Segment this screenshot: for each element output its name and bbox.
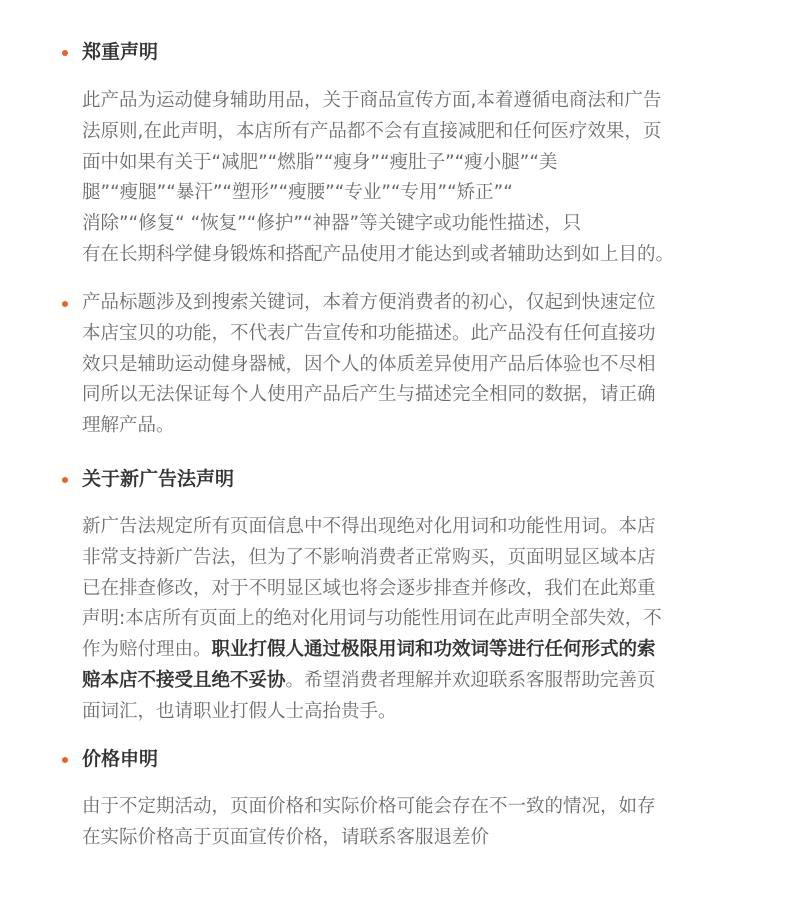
section-paragraph xyxy=(82,86,714,271)
paragraph-line: 效只是辅助运动健身器械，因个人的体质差异使用产品后体验也不尽相 xyxy=(82,353,656,375)
paragraph-line: 本店宝贝的功能，不代表广告宣传和功能描述。此产品没有任何直接功 xyxy=(82,322,656,344)
paragraph-line: 同所以无法保证每个人使用产品后产生与描述完全相同的数据，请正确 xyxy=(82,384,656,406)
paragraph-text: 作为赔付理由。 xyxy=(82,639,212,661)
section-heading: 关于新广告法声明 xyxy=(82,468,235,490)
paragraph-line: 由于不定期活动，页面价格和实际价格可能会存在不一致的情况，如存 xyxy=(82,796,656,817)
paragraph-line: 法原则,在此声明，本店所有产品都不会有直接减肥和任何医疗效果，页 xyxy=(82,120,662,142)
paragraph-line: 新广告法规定所有页面信息中不得出现绝对化用词和功能性用词。本店 xyxy=(82,516,656,537)
section-heading: 郑重声明 xyxy=(82,41,159,63)
paragraph-line xyxy=(82,635,714,666)
bullet-dot-icon xyxy=(62,757,68,763)
paragraph-line: 面中如果有关于“减肥”“燃脂”“瘦身”“瘦肚子”“瘦小腿”“美 xyxy=(82,151,558,173)
section-heading: 价格申明 xyxy=(82,748,159,770)
paragraph-line: 在实际价格高于页面宣传价格，请联系客服退差价 xyxy=(82,826,490,848)
paragraph-line: 面词汇，也请职业打假人士高抬贵手。 xyxy=(82,700,397,722)
bullet-dot-icon xyxy=(62,477,68,483)
paragraph-line xyxy=(82,666,714,697)
bullet-dot-icon xyxy=(62,301,68,307)
paragraph-line: 消除”“修复“ “恢复”“修护”“神器”等关键字或功能性描述，只 xyxy=(82,213,582,235)
paragraph-line: 非常支持新广告法，但为了不影响消费者正常购买，页面明显区域本店 xyxy=(82,546,656,568)
section-paragraph xyxy=(82,792,714,854)
paragraph-text: 。希望消费者理解并欢迎联系客服帮助完善页 xyxy=(285,669,656,691)
paragraph-line: 有在长期科学健身锻炼和搭配产品使用才能达到或者辅助达到如上目的。 xyxy=(82,243,675,265)
paragraph-line: 已在排查修改，对于不明显区域也将会逐步排查并修改，我们在此郑重 xyxy=(82,577,656,599)
paragraph-line: 理解产品。 xyxy=(82,415,175,437)
paragraph-line: 产品标题涉及到搜索关键词，本着方便消费者的初心，仅起到快速定位 xyxy=(82,292,656,313)
section-paragraph xyxy=(82,288,714,442)
emphasis-text: 职业打假人通过极限用词和功效词等进行任何形式的索 xyxy=(211,639,656,661)
section-paragraph xyxy=(82,512,714,728)
paragraph-line: 此产品为运动健身辅助用品，关于商品宣传方面,本着遵循电商法和广告 xyxy=(82,90,662,111)
emphasis-text: 赔本店不接受且绝不妥协 xyxy=(82,669,286,691)
paragraph-line: 声明:本店所有页面上的绝对化用词与功能性用词在此声明全部失效，不 xyxy=(82,608,662,630)
paragraph-line: 腿”“瘦腿”“暴汗”“塑形”“瘦腰”“专业”“专用”“矫正”“ xyxy=(82,182,513,204)
bullet-dot-icon xyxy=(62,50,68,56)
